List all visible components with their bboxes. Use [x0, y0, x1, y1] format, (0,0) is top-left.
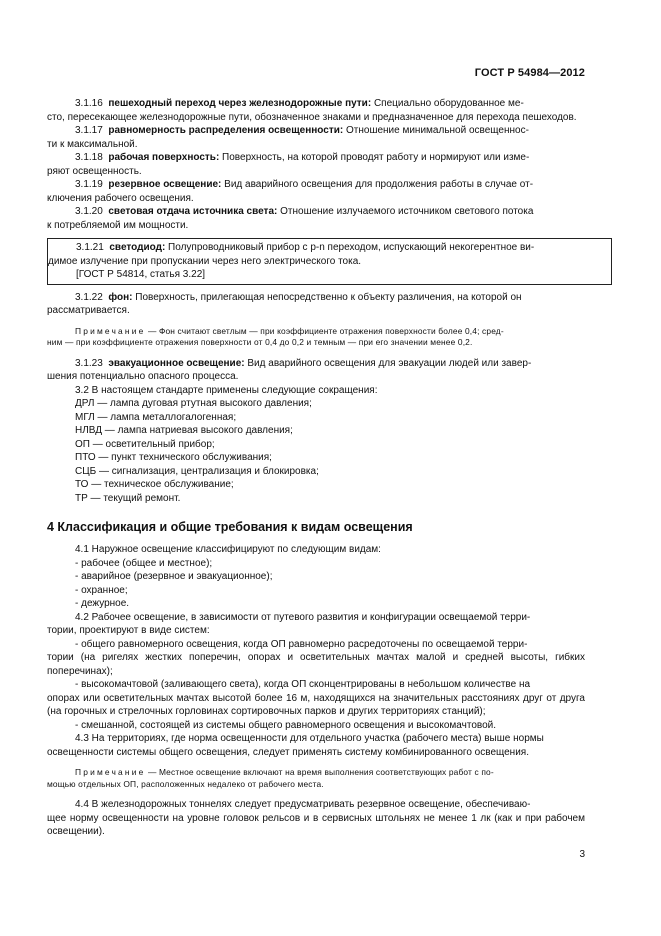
document-body	[47, 97, 585, 839]
system-item-cont: тории (на ригелях жестких поперечин, опорах и осветительных мачтах малой и средней высоты, гибких поперечинах);	[47, 652, 585, 677]
paragraph-text-cont: щее норму освещенности на уровне головок рельсов и в сервисных штольнях не менее 1 лк (как и при рабочем освещении).	[47, 812, 585, 837]
paragraph-4-2	[47, 611, 585, 733]
abbreviation-item: ДРЛ — лампа дуговая ртутная высокого давления;	[75, 398, 312, 409]
note-text-cont: мощью отдельных ОП, расположенных недалеко от рабочего места.	[47, 778, 324, 789]
abbreviations-intro: 3.2 В настоящем стандарте применены следующие сокращения:	[75, 384, 378, 396]
definition-text-cont: к потребляемой им мощности.	[47, 219, 189, 231]
section-heading: 4 Классификация и общие требования к видам освещения	[47, 520, 413, 534]
definition-number: 3.1.20	[75, 206, 103, 217]
definition-number: 3.1.16	[75, 98, 103, 109]
classification-list	[75, 557, 585, 611]
definition-term: равномерность распределения освещенности:	[108, 125, 344, 136]
abbreviation-item: МГЛ — лампа металлогалогенная;	[75, 411, 237, 423]
definition-text-cont: ряют освещенность.	[47, 165, 142, 177]
page-number: 3	[579, 849, 585, 860]
definition-text: Поверхность, прилегающая непосредственно к объекту различения, на которой он	[132, 291, 522, 303]
note-label: Примечание	[75, 767, 146, 777]
document-header: ГОСТ Р 54984—2012	[474, 67, 585, 79]
definition-text-cont: сто, пересекающее железнодорожные пути, обозначенное знаками и предназначенное для перехода пешеходов.	[47, 111, 577, 123]
abbreviation-item: СЦБ — сигнализация, централизация и блокировка;	[75, 465, 319, 477]
paragraph-text: 4.3 На территориях, где норма освещенности для отдельного участка (рабочего места) выше нормы	[75, 733, 544, 744]
classification-item: - аварийное (резервное и эвакуационное);	[75, 571, 273, 582]
definition-3-1-17	[47, 124, 585, 151]
note-text: — Местное освещение включают на время выполнения соответствующих работ с по-	[145, 767, 494, 777]
definition-3-1-18	[47, 151, 585, 178]
definition-text: Отношение излучаемого источником светового потока	[277, 206, 534, 217]
system-item-cont: опорах или осветительных мачтах высотой более 16 м, находящихся на значительных расстояниях друг от друга (на горочных и стрелочных горловинах сортировочных парков и других территориях станций);	[47, 692, 585, 717]
definition-text-cont: ключения рабочего освещения.	[47, 192, 194, 204]
classification-item: - рабочее (общее и местное);	[75, 557, 213, 569]
definition-text-cont: шения потенциально опасного процесса.	[47, 371, 239, 382]
note-background	[47, 325, 585, 349]
definition-text: Отношение минимальной освещеннос-	[343, 125, 529, 136]
paragraph-text: 4.2 Рабочее освещение, в зависимости от путевого развития и конфигурации освещаемой терри-	[75, 611, 531, 623]
abbreviation-item: НЛВД — лампа натриевая высокого давления;	[75, 425, 293, 436]
definition-term: резервное освещение:	[108, 179, 222, 190]
paragraph-4-3	[47, 732, 585, 759]
definition-term: эвакуационное освещение:	[108, 357, 245, 369]
paragraph-4-4	[47, 798, 585, 839]
definition-text: Специально оборудованное ме-	[371, 98, 524, 109]
definition-number: 3.1.21	[76, 242, 104, 253]
definition-term: фон:	[108, 291, 133, 303]
definition-3-1-22	[47, 291, 585, 318]
system-item: - общего равномерного освещения, когда ОП равномерно расредоточены по освещаемой терри-	[75, 638, 528, 650]
note-local-lighting	[47, 767, 585, 790]
definition-term: светодиод:	[109, 242, 166, 253]
definition-3-1-23	[47, 357, 585, 384]
note-text: — Фон считают светлым — при коэффициенте отражения поверхности более 0,4; сред-	[145, 325, 504, 336]
definition-text: Вид аварийного освещения для продолжения работы в случае от-	[221, 179, 534, 190]
note-text-cont: ним — при коэффициенте отражения поверхности от 0,4 до 0,2 и темным — при его значении менее 0,2.	[47, 337, 473, 347]
definition-term: рабочая поверхность:	[108, 152, 220, 163]
definition-text: Полупроводниковый прибор с p-n переходом, испускающий некогерентное ви-	[165, 242, 535, 253]
definition-3-1-16	[47, 97, 585, 124]
paragraph-4-1: 4.1 Наружное освещение классифицируют по следующим видам:	[75, 544, 381, 555]
definition-reference: [ГОСТ Р 54814, статья 3.22]	[76, 269, 206, 280]
system-item: - смешанной, состоящей из системы общего равномерного освещения и высокомачтовой.	[75, 719, 497, 731]
definition-3-1-19	[47, 178, 585, 205]
paragraph-text: 4.4 В железнодорожных тоннелях следует предусматривать резервное освещение, обеспечиваю-	[75, 799, 531, 810]
definition-text: Поверхность, на которой проводят работу и нормируют или изме-	[219, 152, 530, 163]
definition-term: пешеходный переход через железнодорожные пути:	[108, 98, 372, 109]
abbreviation-item: ПТО — пункт технического обслуживания;	[75, 452, 272, 463]
abbreviation-item: ТР — текущий ремонт.	[75, 492, 181, 504]
definition-term: световая отдача источника света:	[108, 206, 278, 217]
definition-number: 3.1.19	[75, 179, 103, 190]
definition-text: Вид аварийного освещения для эвакуации людей или завер-	[244, 357, 532, 369]
definition-text-cont: димое излучение при пропускании через него электрического тока.	[48, 255, 362, 267]
definition-text-cont: ти к максимальной.	[47, 138, 138, 150]
paragraph-text-cont: тории, проектируют в виде систем:	[47, 625, 210, 636]
paragraph-text-cont: освещенности системы общего освещения, следует применять систему комбинированного освещения.	[47, 746, 529, 758]
abbreviations-list	[75, 397, 585, 505]
definition-text-cont: рассматривается.	[47, 305, 130, 316]
definition-3-1-21-box	[47, 238, 612, 285]
definition-3-1-20	[47, 205, 585, 232]
definition-number: 3.1.17	[75, 125, 103, 136]
classification-item: - охранное;	[75, 584, 128, 596]
abbreviation-item: ОП — осветительный прибор;	[75, 438, 215, 450]
definition-number: 3.1.18	[75, 152, 103, 163]
definition-number: 3.1.22	[75, 291, 103, 303]
system-item: - высокомачтовой (заливающего света), когда ОП сконцентрированы в небольшом количестве на	[75, 679, 531, 690]
note-label: Примечание	[75, 325, 146, 336]
abbreviation-item: ТО — техническое обслуживание;	[75, 479, 234, 490]
classification-item: - дежурное.	[75, 598, 130, 609]
definition-number: 3.1.23	[75, 357, 103, 369]
